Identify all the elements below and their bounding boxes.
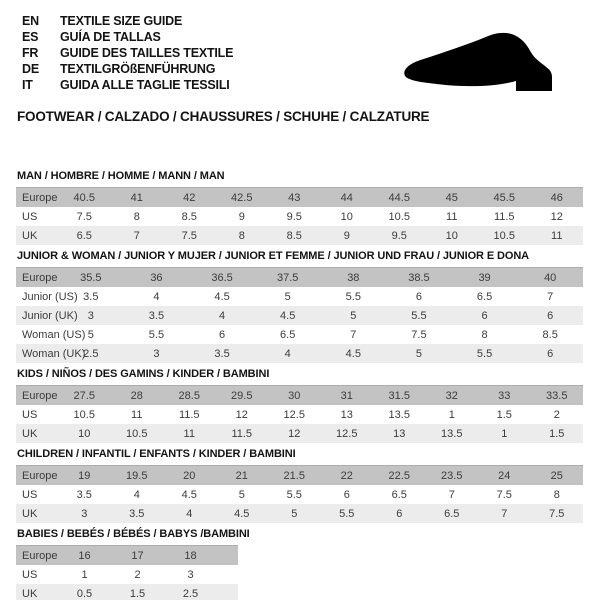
row-label: US (22, 408, 38, 421)
size-value: 21 (235, 469, 248, 482)
size-value: 21.5 (283, 469, 305, 482)
size-value: 1.5 (129, 587, 146, 600)
size-value: 11.5 (493, 210, 515, 223)
size-value: 46 (550, 191, 563, 204)
size-value: 8.5 (542, 328, 558, 341)
size-value: 7 (133, 229, 140, 242)
filler-cell (217, 565, 238, 584)
size-row (16, 325, 583, 344)
section-title: BABIES / BEBÉS / BÉBÉS / BABYS /BAMBINI (17, 528, 250, 540)
size-value: 3 (87, 309, 94, 322)
size-value: 12 (288, 427, 301, 440)
size-value: 1 (448, 408, 455, 421)
row-label: Woman (UK) (22, 347, 86, 360)
size-value: 10 (340, 210, 353, 223)
size-value: 4 (284, 347, 291, 360)
row-label: US (22, 568, 38, 581)
size-value: 6 (396, 507, 403, 520)
size-value: 10.5 (388, 210, 410, 223)
size-value: 12.5 (336, 427, 358, 440)
size-value: 2.5 (83, 347, 99, 360)
size-value: 22 (340, 469, 353, 482)
size-row (16, 386, 583, 406)
size-row (16, 226, 583, 245)
size-value: 40 (544, 271, 557, 284)
section-title: KIDS / NIÑOS / DES GAMINS / KINDER / BAMBINI (17, 368, 270, 380)
size-value: 7 (501, 507, 508, 520)
size-value: 11 (183, 427, 195, 440)
language-row (22, 61, 233, 77)
size-value: 5.5 (148, 328, 165, 341)
size-value: 31.5 (388, 389, 410, 402)
size-row (16, 207, 583, 226)
size-value: 16 (78, 549, 91, 562)
size-value: 25 (550, 469, 563, 482)
size-value: 3 (153, 347, 160, 360)
size-value: 7 (547, 290, 554, 303)
row-label: Woman (US) (22, 328, 86, 341)
size-value: 9 (238, 210, 245, 223)
row-label: US (22, 488, 38, 501)
size-value: 5 (415, 347, 422, 360)
size-value: 28.5 (178, 389, 200, 402)
size-value: 6 (343, 488, 350, 501)
size-value: 13 (393, 427, 406, 440)
size-value: 8.5 (286, 229, 302, 242)
size-row (16, 565, 238, 584)
size-value: 4.5 (214, 290, 230, 303)
size-value: 4 (153, 290, 160, 303)
size-value: 3.5 (148, 309, 165, 322)
size-value: 45 (445, 191, 458, 204)
size-value: 5 (350, 309, 357, 322)
size-value: 24 (498, 469, 511, 482)
size-row (16, 466, 583, 486)
size-value: 13.5 (441, 427, 463, 440)
size-value: 19.5 (126, 469, 148, 482)
language-label: TEXTILE SIZE GUIDE (60, 14, 183, 28)
size-value: 5.5 (339, 507, 355, 520)
size-value: 8 (238, 229, 245, 242)
section-title: MAN / HOMBRE / HOMME / MANN / MAN (17, 170, 225, 182)
size-row (16, 485, 583, 504)
category-title: FOOTWEAR / CALZADO / CHAUSSURES / SCHUHE / CALZATURE (17, 109, 430, 124)
size-table (16, 187, 583, 245)
size-value: 12 (235, 408, 248, 421)
size-value: 42.5 (231, 191, 253, 204)
size-value: 5 (291, 507, 298, 520)
size-value: 7.5 (549, 507, 565, 520)
size-value: 3.5 (76, 488, 92, 501)
size-value: 7 (350, 328, 357, 341)
size-value: 4.5 (181, 488, 197, 501)
size-value: 17 (131, 549, 144, 562)
size-value: 40.5 (73, 191, 95, 204)
size-value: 1.5 (496, 408, 512, 421)
size-value: 10.5 (73, 408, 95, 421)
size-value: 28 (130, 389, 143, 402)
size-value: 6.5 (391, 488, 407, 501)
size-value: 20 (183, 469, 196, 482)
size-value: 8 (553, 488, 560, 501)
size-value: 6.5 (76, 229, 92, 242)
size-value: 9 (343, 229, 350, 242)
size-value: 30 (288, 389, 301, 402)
size-value: 27.5 (73, 389, 95, 402)
filler-cell (217, 546, 238, 566)
size-value: 1 (501, 427, 508, 440)
size-section (16, 250, 583, 363)
language-code: ES (22, 30, 39, 44)
size-value: 4.5 (234, 507, 250, 520)
size-value: 36.5 (211, 271, 233, 284)
size-row (16, 287, 583, 306)
size-value: 4 (219, 309, 226, 322)
size-value: 3 (81, 507, 88, 520)
language-label: GUIDA ALLE TAGLIE TESSILI (60, 78, 230, 92)
language-row (22, 77, 233, 93)
size-section (16, 528, 583, 600)
language-code: DE (22, 62, 39, 76)
size-value: 2.5 (182, 587, 199, 600)
size-value: 9.5 (391, 229, 407, 242)
size-value: 10 (445, 229, 458, 242)
size-value: 37.5 (276, 271, 299, 284)
filler-cell (217, 584, 238, 600)
size-value: 44 (340, 191, 353, 204)
size-value: 12.5 (283, 408, 305, 421)
size-value: 4 (133, 488, 140, 501)
size-value: 4.5 (280, 309, 296, 322)
size-value: 10.5 (126, 427, 148, 440)
size-value: 19 (78, 469, 91, 482)
row-label: UK (22, 587, 38, 600)
size-value: 1.5 (549, 427, 565, 440)
size-value: 11.5 (231, 427, 253, 440)
size-value: 5 (238, 488, 245, 501)
size-value: 33 (498, 389, 511, 402)
size-row (16, 546, 238, 566)
size-value: 13 (340, 408, 353, 421)
size-value: 7.5 (496, 488, 512, 501)
size-value: 39 (478, 271, 491, 284)
size-value: 9.5 (286, 210, 302, 223)
size-value: 11 (131, 408, 143, 421)
section-title: JUNIOR & WOMAN / JUNIOR Y MUJER / JUNIOR ET FEMME / JUNIOR UND FRAU / JUNIOR E DONA (17, 250, 530, 262)
row-label: US (22, 210, 38, 223)
size-value: 6 (481, 309, 488, 322)
row-label: Europe (22, 549, 58, 562)
language-label: TEXTILGRÖßENFÜHRUNG (60, 62, 216, 76)
size-value: 1 (81, 568, 88, 581)
size-row (16, 584, 238, 600)
size-value: 3 (187, 568, 194, 581)
size-value: 10.5 (493, 229, 515, 242)
size-value: 8 (133, 210, 140, 223)
size-value: 6 (547, 347, 554, 360)
size-value: 38.5 (408, 271, 430, 284)
size-value: 32 (445, 389, 458, 402)
size-value: 3.5 (214, 347, 230, 360)
size-value: 41 (130, 191, 143, 204)
size-value: 22.5 (388, 469, 410, 482)
size-value: 44.5 (388, 191, 410, 204)
size-value: 8.5 (181, 210, 197, 223)
size-row (16, 504, 583, 523)
size-value: 6 (415, 290, 422, 303)
size-section (16, 368, 583, 443)
row-label: Junior (US) (22, 290, 78, 303)
size-row (16, 405, 583, 424)
row-label: UK (22, 507, 38, 520)
size-value: 3.5 (129, 507, 145, 520)
shoe-icon (397, 31, 573, 95)
section-title: CHILDREN / INFANTIL / ENFANTS / KINDER / BAMBINI (17, 448, 296, 460)
size-value: 8 (481, 328, 488, 341)
language-row (22, 13, 233, 29)
language-row (22, 45, 233, 61)
size-value: 11 (551, 229, 563, 242)
row-label: Europe (22, 389, 58, 402)
size-value: 6.5 (476, 290, 493, 303)
size-value: 13.5 (388, 408, 410, 421)
size-section (16, 170, 583, 245)
size-value: 6 (547, 309, 554, 322)
size-value: 11 (446, 210, 458, 223)
row-label: Junior (UK) (22, 309, 78, 322)
language-label: GUIDE DES TAILLES TEXTILE (60, 46, 234, 60)
size-value: 35.5 (80, 271, 102, 284)
size-value: 31 (340, 389, 353, 402)
size-row (16, 268, 583, 288)
size-row (16, 306, 583, 325)
size-value: 5 (87, 328, 94, 341)
size-value: 2 (553, 408, 560, 421)
size-table (16, 465, 583, 523)
size-value: 4.5 (345, 347, 361, 360)
size-tables (16, 170, 583, 600)
size-section (16, 448, 583, 523)
row-label: Europe (22, 271, 58, 284)
size-value: 5.5 (411, 309, 427, 322)
size-value: 10 (78, 427, 91, 440)
size-value: 6 (219, 328, 226, 341)
size-value: 6.5 (444, 507, 460, 520)
size-value: 11.5 (178, 408, 200, 421)
language-label: GUÍA DE TALLAS (60, 30, 161, 44)
size-value: 7.5 (76, 210, 92, 223)
size-value: 12 (550, 210, 563, 223)
size-value: 45.5 (493, 191, 515, 204)
size-value: 5.5 (476, 347, 493, 360)
size-value: 42 (183, 191, 196, 204)
size-table (16, 545, 238, 600)
size-value: 0.5 (76, 587, 93, 600)
size-value: 38 (347, 271, 360, 284)
row-label: UK (22, 427, 38, 440)
language-row (22, 29, 233, 45)
size-value: 5.5 (286, 488, 302, 501)
size-value: 43 (288, 191, 301, 204)
size-value: 29.5 (231, 389, 253, 402)
language-code: EN (22, 14, 39, 28)
size-table (16, 267, 583, 363)
size-row (16, 344, 583, 363)
language-list (22, 13, 233, 93)
size-value: 7 (448, 488, 455, 501)
size-value: 5 (284, 290, 291, 303)
size-value: 3.5 (83, 290, 99, 303)
size-value: 33.5 (546, 389, 568, 402)
row-label: Europe (22, 191, 58, 204)
size-value: 5.5 (345, 290, 361, 303)
size-value: 6.5 (280, 328, 296, 341)
language-code: IT (22, 78, 33, 92)
size-value: 7.5 (181, 229, 197, 242)
size-value: 2 (134, 568, 141, 581)
size-value: 7.5 (411, 328, 427, 341)
size-value: 4 (186, 507, 193, 520)
size-table (16, 385, 583, 443)
size-value: 18 (184, 549, 197, 562)
row-label: UK (22, 229, 38, 242)
size-row (16, 424, 583, 443)
row-label: Europe (22, 469, 58, 482)
language-code: FR (22, 46, 39, 60)
size-value: 23.5 (441, 469, 463, 482)
size-row (16, 188, 583, 208)
size-value: 36 (150, 271, 163, 284)
